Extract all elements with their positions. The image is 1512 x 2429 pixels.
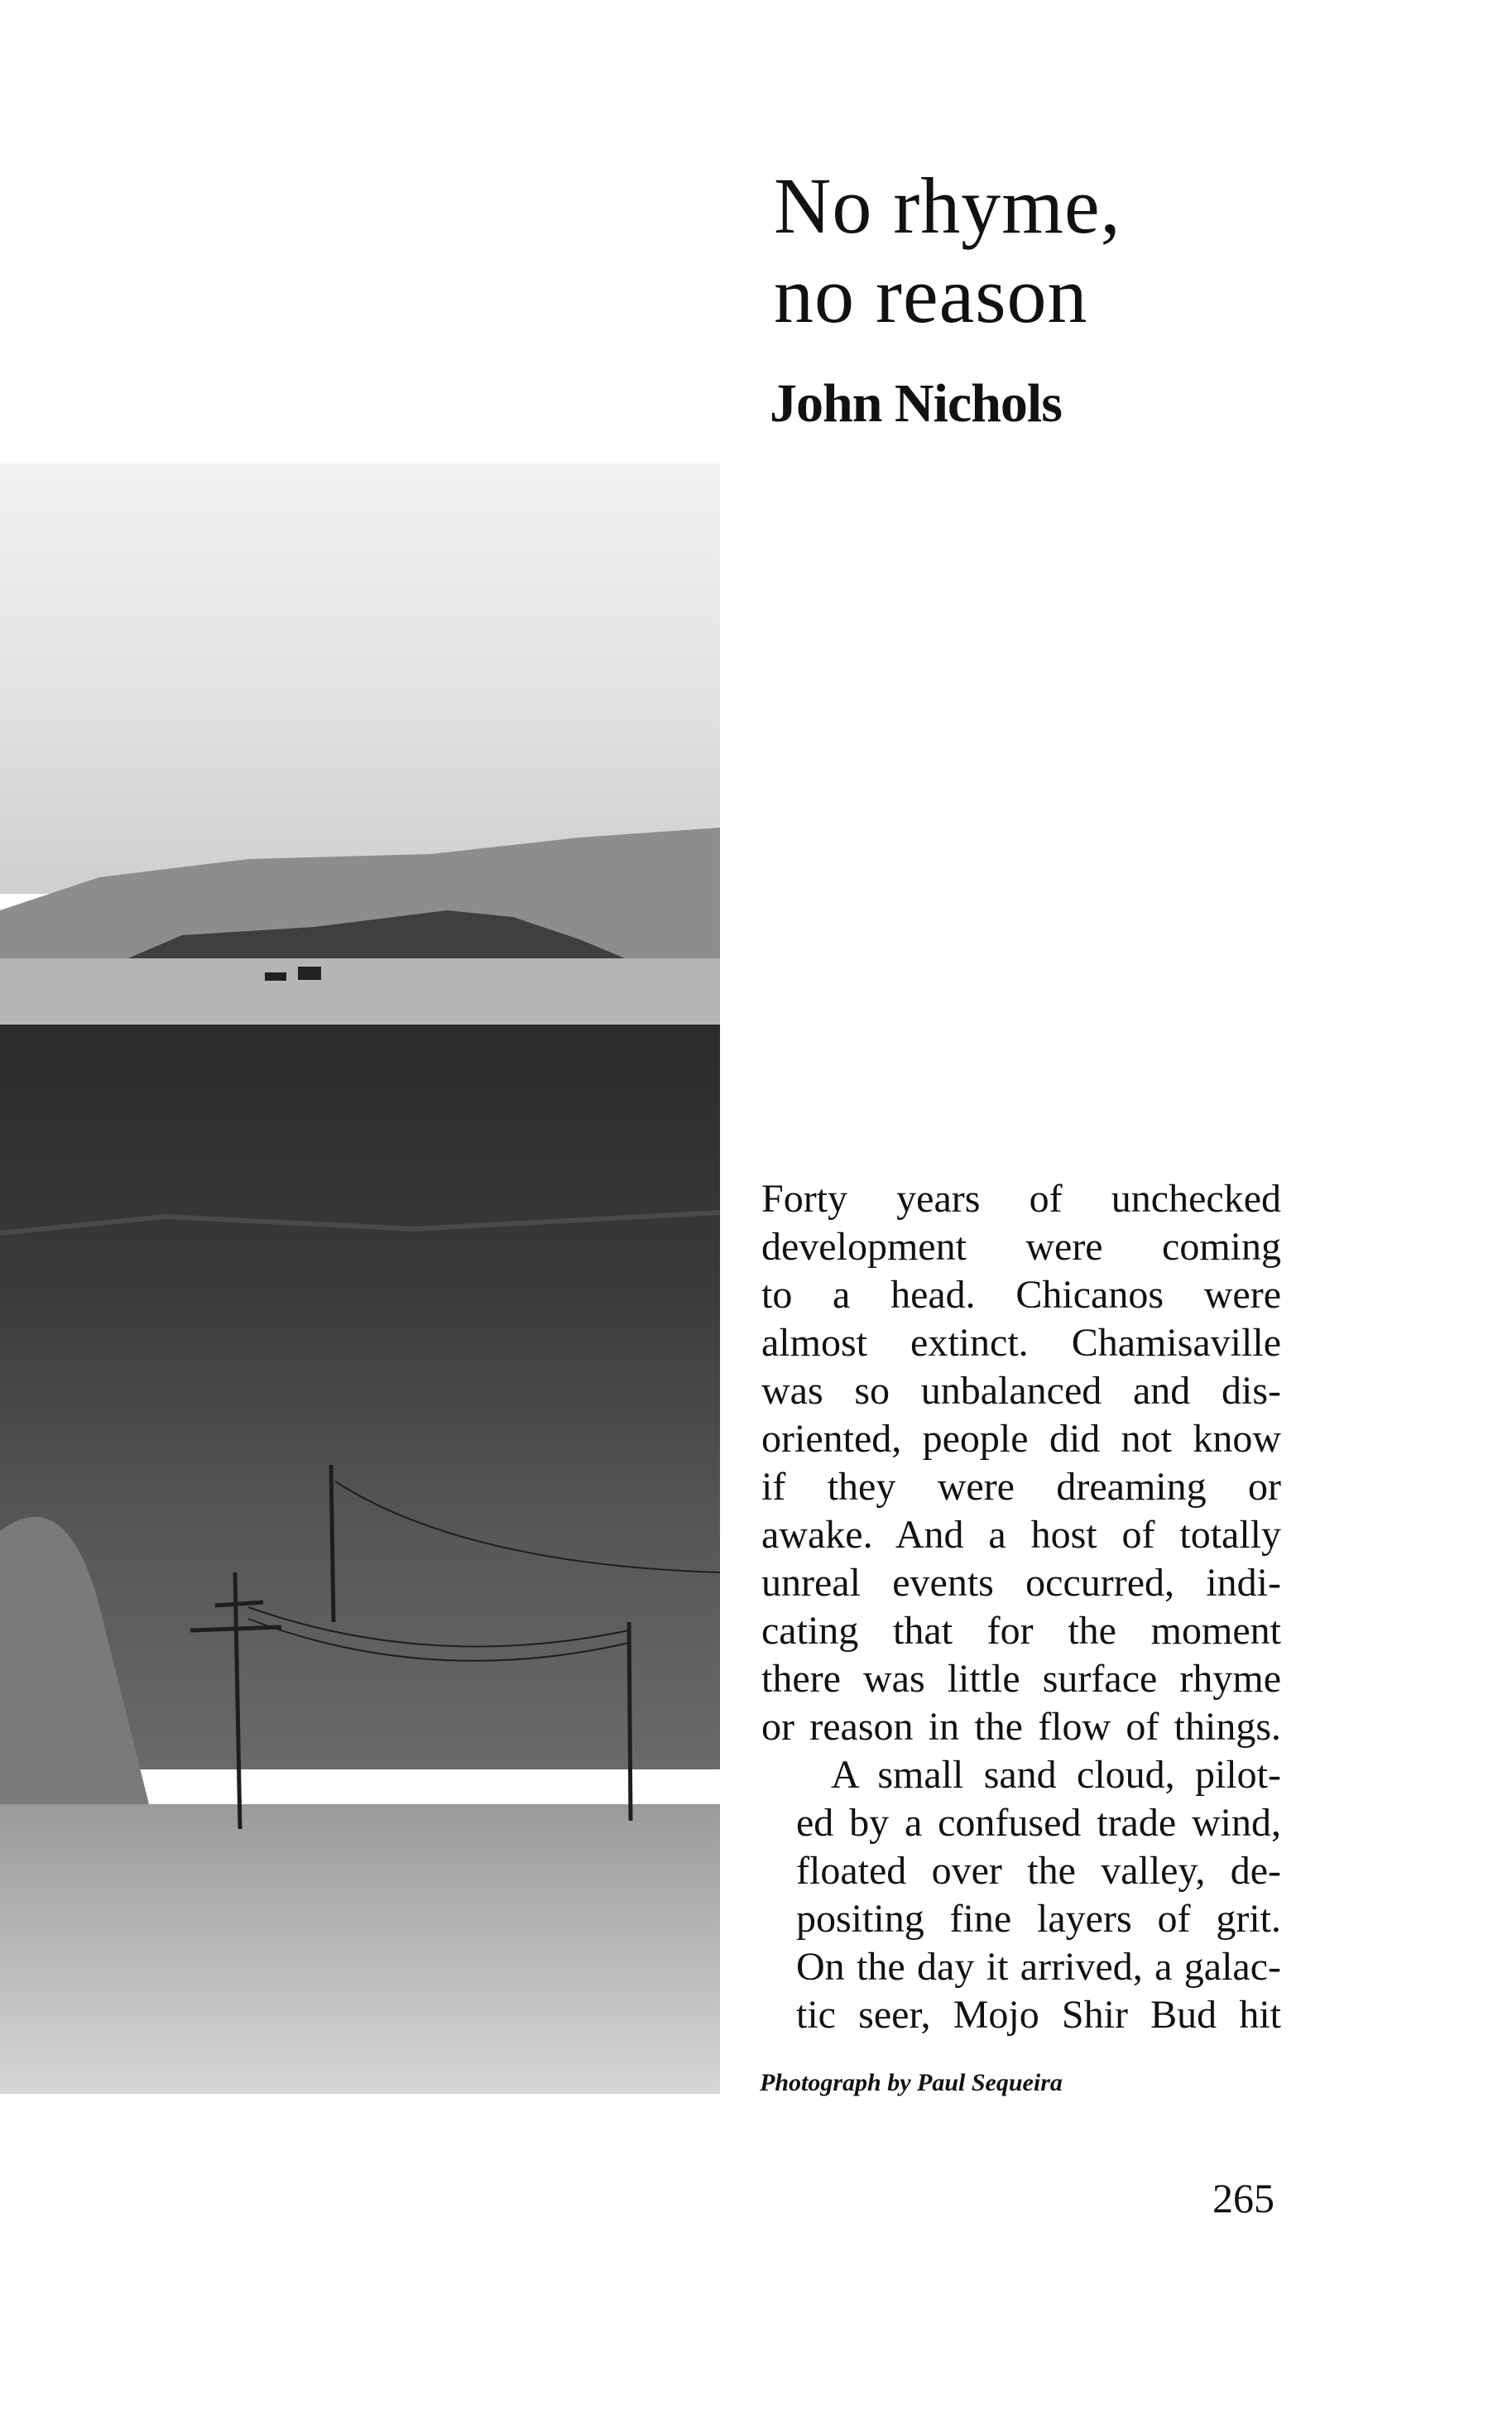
- text-line: awake. And a host of totally: [761, 1513, 1281, 1557]
- text-line: oriented, people did not know: [761, 1417, 1281, 1461]
- paragraph-2: [761, 1751, 1281, 2039]
- text-line: was so unbalanced and dis-: [761, 1369, 1281, 1413]
- photo-plain: [0, 958, 720, 1025]
- text-line: floated over the valley, de-: [796, 1849, 1281, 1893]
- landscape-photograph: [0, 463, 720, 2094]
- photo-foreground: [0, 1804, 720, 2094]
- text-line: there was little surface rhyme: [761, 1657, 1281, 1701]
- article-title: [774, 161, 1452, 340]
- article-body: [761, 1175, 1281, 2039]
- text-line: ed by a confused trade wind,: [796, 1801, 1281, 1845]
- title-line-1: No rhyme,: [774, 161, 1121, 250]
- text-line: to a head. Chicanos were: [761, 1273, 1281, 1317]
- paragraph-1: [761, 1175, 1281, 1751]
- author-byline: John Nichols: [770, 373, 1062, 434]
- photo-sky: [0, 463, 720, 894]
- text-line: development were coming: [761, 1225, 1281, 1269]
- text-line: positing fine layers of grit.: [796, 1897, 1281, 1941]
- text-line: unreal events occurred, indi-: [761, 1561, 1281, 1605]
- text-line: tic seer, Mojo Shir Bud hit: [796, 1993, 1281, 2037]
- text-line: almost extinct. Chamisaville: [761, 1321, 1281, 1365]
- text-line: or reason in the flow of things.: [761, 1705, 1281, 1749]
- text-line: Forty years of unchecked: [761, 1177, 1281, 1221]
- page-number: 265: [1212, 2175, 1274, 2221]
- title-line-2: no reason: [774, 251, 1088, 339]
- text-line: cating that for the moment: [761, 1609, 1281, 1653]
- text-line: On the day it arrived, a galac-: [796, 1945, 1281, 1989]
- text-line: if they were dreaming or: [761, 1465, 1281, 1509]
- photo-credit: Photograph by Paul Sequeira: [760, 2069, 1063, 2096]
- text-line: A small sand cloud, pilot-: [831, 1753, 1281, 1797]
